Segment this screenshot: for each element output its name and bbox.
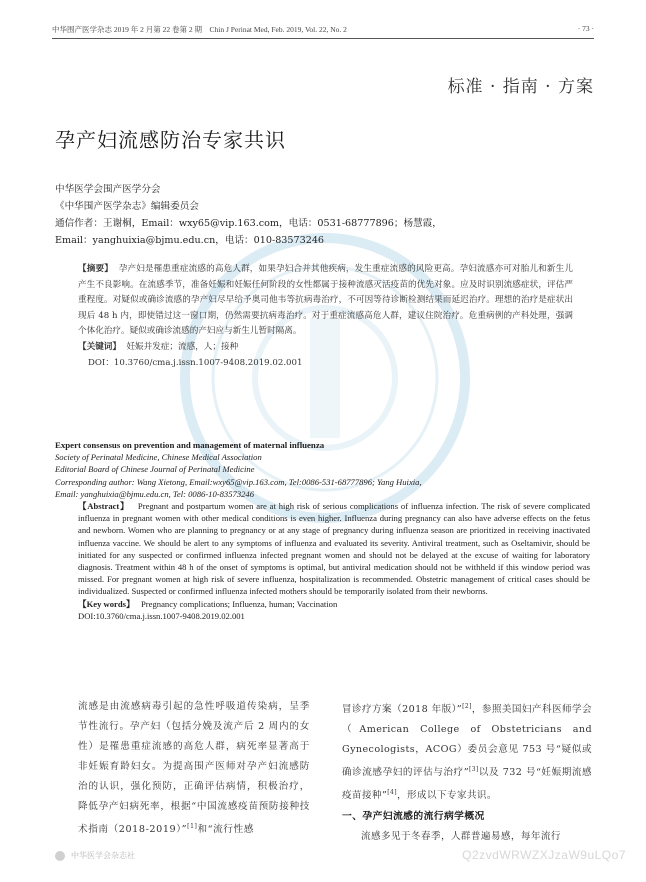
corresponding-author-line-1: 通信作者：王谢桐，Email：wxy65@vip.163.com，电话：0531-68777896；杨慧霞， (55, 218, 442, 229)
body-column-left (78, 697, 310, 840)
keywords-text: 妊娠并发症；流感，人；接种 (126, 341, 239, 352)
english-abstract (78, 500, 590, 598)
abstract-label: 【摘要】 (78, 264, 113, 274)
english-corr-1: Corresponding author: Wang Xietong, Email:wxy65@vip.163.com, Tel:0086-531-68777896; Yang Huixia, (55, 476, 422, 487)
citation-3[interactable]: [3] (469, 766, 479, 774)
section-heading-1: 一、孕产妇流感的流行病学概况 (342, 810, 485, 822)
doi-cn: DOI：10.3760/cma.j.issn.1007-9408.2019.02.001 (88, 357, 303, 368)
english-keywords-text: Pregnancy complications; Influenza, human; Vaccination (141, 598, 338, 609)
article-title: 孕产妇流感防治专家共识 (55, 128, 286, 152)
abstract-text: 孕产妇是罹患重症流感的高危人群，如果孕妇合并其他疾病，发生重症流感的风险更高。孕妇流感亦可对胎儿和新生儿产生不良影响。在流感季节，准备妊娠和妊娠任何阶段的女性都属于接种流感灭活疫苗的优先对象。应及时识别流感症状，评估严重程度。对疑似或确诊流感的孕产妇尽早给予奥司他韦等抗病毒治疗，不可因等待诊断检测结果而延迟治疗。理想的治疗是症状出现后 48 h 内，即使错过这一窗口期，仍然需要抗病毒治疗。对于重症流感高危人群，建议住院治疗。危重病例的产科处理，强调个体化治疗。疑似或确诊流感的产妇应与新生儿暂时隔离。 (78, 264, 573, 337)
running-header (52, 24, 594, 35)
english-abstract-label: 【Abstract】 (78, 501, 130, 512)
english-org-1: Society of Perinatal Medicine, Chinese Medical Association (55, 452, 262, 463)
section-tag: 标准 · 指南 · 方案 (447, 77, 594, 97)
footer-publisher (55, 850, 135, 861)
citation-4[interactable]: [4] (387, 789, 397, 797)
body-right-paragraph-2: 流感多见于冬春季，人群普遍易感，每年流行 (361, 830, 561, 842)
body-right-text-b: ，参照美国妇产科医师学会（American College of Obstetricians and Gynecologists，ACOG）委员会意见 753 号“疑似或确诊流感孕妇的评估与治疗” (342, 704, 592, 779)
body-right-text-d: ，形成以下专家共识。 (396, 790, 497, 802)
authors-block (55, 181, 442, 249)
english-corr-2: Email: yanghuixia@bjmu.edu.cn, Tel: 0086-10-83573246 (55, 488, 255, 499)
header-journal-info: 中华围产医学杂志 2019 年 2 月第 22 卷第 2 期 Chin J Perinat Med, Feb. 2019, Vol. 22, No. 2 (52, 25, 347, 34)
body-right-text-a: 冒诊疗方案（2018 年版）” (342, 704, 463, 716)
author-org-2: 《中华围产医学杂志》编辑委员会 (55, 201, 199, 212)
english-title: Expert consensus on prevention and management of maternal influenza (55, 440, 325, 450)
body-left-tail: 和“流行性感 (197, 824, 254, 836)
chinese-abstract (78, 262, 573, 371)
keywords-label: 【关键词】 (78, 341, 121, 352)
footer-publisher-text: 中华医学会杂志社 (71, 851, 135, 860)
header-page-number: · 73 · (577, 24, 594, 33)
english-abstract-text: Pregnant and postpartum women are at high risk of serious complications of influenza infection. The risk of severe complicated influenza in pregnant women with other medical conditions is even higher. Influenza during pregnancy can also have adverse effects on the fetus and newborn. Women who are planning to pregnancy or at any stage of pregnancy during influenza season are prioritized in receiving inactivated influenza vaccine. We should be alert to any symptoms of influenza and evaluated its severity. Antiviral treatment, such as Oseltamivir, should be initiated for any suspected or confirmed influenza infected pregnant women and should not be delayed at the excuse of waiting for laboratory diagnosis. Treatment within 48 h of the onset of symptoms is optimal, but antiviral medication should not be withheld if this window period was missed. For pregnant women at high risk of severe influenza, hospitalization is recommended. Obstetric management of critical cases should be individualized. Suspected or confirmed influenza infected mothers should be temporarily isolated from their newborns. (78, 501, 591, 597)
footer-watermark-code: Q2zvdWRWZXJzaW9uLQo7 (462, 848, 626, 862)
body-left-text: 流感是由流感病毒引起的急性呼吸道传染病，呈季节性流行。孕产妇（包括分娩及流产后 2 周内的女性）是罹患重症流感的高危人群，病死率显著高于非妊娠育龄妇女。为提高围产医师对孕产妇流感防治的认识，强化预防，正确评估病情，积极治疗，降低孕产妇病死率，根据“中国流感疫苗预防接种技术指南（2018-2019）” (78, 701, 310, 836)
english-keywords (78, 598, 590, 610)
corresponding-author-line-2: Email：yanghuixia@bjmu.edu.cn，电话：010-83573246 (55, 235, 325, 246)
header-rule (52, 38, 594, 39)
citation-1[interactable]: [1] (187, 823, 198, 830)
english-abstract-block (55, 439, 590, 622)
publisher-logo-icon (55, 851, 65, 861)
body-right-paragraph-1 (342, 697, 592, 807)
author-org-1: 中华医学会围产医学分会 (55, 184, 161, 195)
english-doi: DOI:10.3760/cma.j.issn.1007-9408.2019.02.001 (78, 610, 245, 621)
citation-2[interactable]: [2] (462, 703, 472, 710)
english-org-2: Editorial Board of Chinese Journal of Perinatal Medicine (55, 464, 255, 475)
english-keywords-label: 【Key words】 (78, 598, 135, 609)
body-right-text-c: 以及 732 号“妊娠期流感疫苗接种” (342, 767, 592, 802)
body-column-right (342, 697, 592, 847)
